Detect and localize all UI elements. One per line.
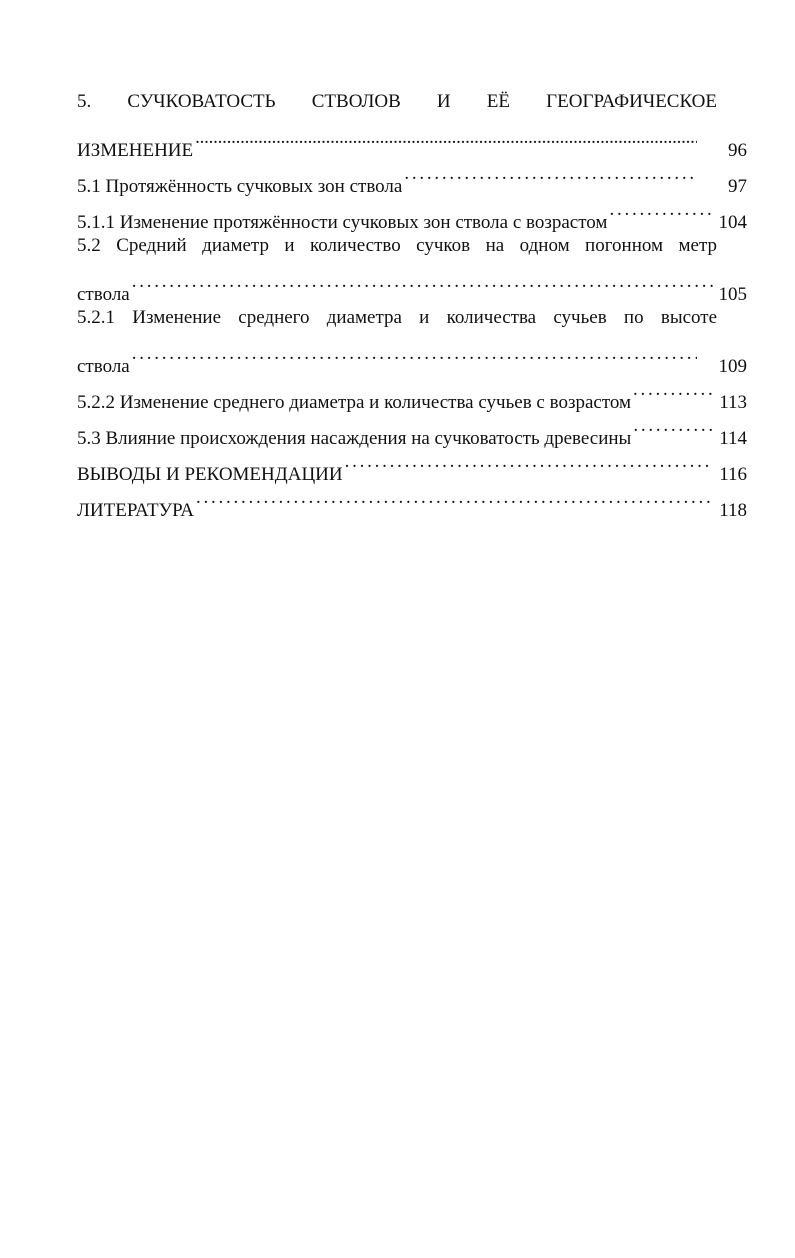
toc-entry-title: 5.2 Средний диаметр и количество сучков на одном погонном метр	[77, 235, 717, 256]
leader-dots	[404, 156, 697, 192]
leader-dots	[345, 444, 713, 480]
toc-entry-literature	[77, 480, 747, 521]
toc-page-number: 104	[718, 212, 747, 233]
leader-dots	[609, 192, 712, 228]
toc-page-number: 113	[719, 392, 747, 413]
leader-dots	[633, 372, 713, 408]
toc-page-number: 116	[719, 464, 747, 485]
toc-entry-title: 5.2.2 Изменение среднего диаметра и количества сучьев с возрастом	[77, 392, 632, 413]
toc-entry-title: ИЗМЕНЕНИЕ	[77, 140, 194, 161]
toc-page-number: 105	[718, 284, 747, 305]
toc-entry-title: ствола	[77, 284, 130, 305]
toc-entry-5-2-1-line-2	[77, 336, 747, 377]
toc-page-number: 109	[718, 356, 747, 377]
leader-dots	[195, 120, 697, 156]
toc-entry-title: 5.1 Протяжённость сучковых зон ствола	[77, 176, 403, 197]
toc-entry-5-2-line-1	[77, 228, 747, 264]
toc-entry-title: 5.3 Влияние происхождения насаждения на сучковатость древесины	[77, 428, 632, 449]
toc-entry-title: ствола	[77, 356, 130, 377]
table-of-contents	[77, 84, 747, 521]
toc-entry-5-2-line-2	[77, 264, 747, 305]
toc-page-number: 97	[728, 176, 747, 197]
leader-dots	[633, 408, 713, 444]
toc-entry-title: ЛИТЕРАТУРА	[77, 500, 194, 521]
leader-dots	[132, 336, 697, 372]
toc-page-number: 118	[719, 500, 747, 521]
toc-entry-5-2-2	[77, 372, 747, 413]
toc-entry-conclusions	[77, 444, 747, 485]
toc-page-number: 114	[719, 428, 747, 449]
toc-entry-5-1	[77, 156, 747, 197]
toc-entry-title: 5.2.1 Изменение среднего диаметра и количества сучьев по высоте	[77, 307, 717, 328]
toc-entry-title: 5. СУЧКОВАТОСТЬ СТВОЛОВ И ЕЁ ГЕОГРАФИЧЕСКОЕ	[77, 91, 717, 112]
leader-dots	[132, 264, 713, 300]
toc-entry-5-1-1	[77, 192, 747, 233]
toc-entry-chapter-5-line-2	[77, 120, 747, 161]
toc-page-number: 96	[728, 140, 747, 161]
toc-entry-5-2-1-line-1	[77, 300, 747, 336]
toc-entry-chapter-5-line-1	[77, 84, 747, 120]
leader-dots	[196, 480, 713, 516]
toc-entry-title: 5.1.1 Изменение протяжённости сучковых зон ствола с возрастом	[77, 212, 608, 233]
toc-entry-5-3	[77, 408, 747, 449]
toc-entry-title: ВЫВОДЫ И РЕКОМЕНДАЦИИ	[77, 464, 343, 485]
